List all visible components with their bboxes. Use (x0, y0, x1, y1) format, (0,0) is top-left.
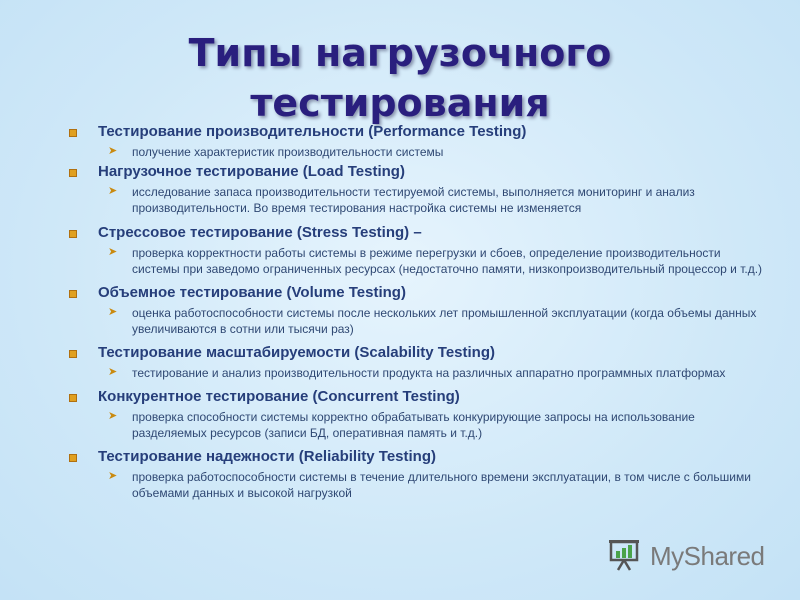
item-title: Стрессовое тестирование (Stress Testing) – (98, 224, 422, 241)
item-description (98, 365, 766, 381)
watermark-text: MyShared (650, 541, 765, 571)
item-title: Тестирование надежности (Reliability Testing) (98, 448, 436, 465)
square-bullet-icon (69, 169, 77, 177)
square-bullet-icon (69, 394, 77, 402)
item-description-text: проверка корректности работы системы в режиме перегрузки и сбоев, определение производительности системы при заведомо ограниченных ресурсах (недостаточно памяти, низкопроизводительный процессор и т.д.) (132, 246, 763, 276)
list-item (66, 224, 766, 277)
square-bullet-icon (69, 230, 77, 238)
item-description (98, 305, 766, 337)
item-description-text: проверка способности системы корректно обрабатывать конкурирующие запросы на использование разделяемых ресурсов (записи БД, оперативная память и т.д.) (132, 410, 695, 440)
arrow-bullet-icon: ➤ (108, 366, 118, 378)
arrow-bullet-icon: ➤ (108, 410, 118, 422)
myshared-logo (608, 537, 768, 573)
list-item (66, 163, 766, 216)
arrow-bullet-icon: ➤ (108, 306, 118, 318)
item-description (98, 184, 766, 216)
item-title: Тестирование масштабируемости (Scalability Testing) (98, 344, 495, 361)
list-item (66, 123, 766, 160)
list-item (66, 448, 766, 501)
slide-title-line-2: тестирования (250, 81, 550, 125)
presentation-board-icon (608, 537, 644, 573)
item-title: Нагрузочное тестирование (Load Testing) (98, 163, 405, 180)
item-description (98, 469, 766, 501)
item-description (98, 245, 766, 277)
arrow-bullet-icon: ➤ (108, 246, 118, 258)
list-item (66, 388, 766, 441)
square-bullet-icon (69, 350, 77, 358)
slide-title-line-1: Типы нагрузочного (188, 31, 612, 75)
item-description-text: тестирование и анализ производительности продукта на различных аппаратно программных платформах (132, 366, 726, 380)
item-description-text: оценка работоспособности системы после нескольких лет промышленной эксплуатации (когда объемы данных увеличиваются в сотни или тысячи раз) (132, 306, 757, 336)
list-item (66, 284, 766, 337)
item-title: Тестирование производительности (Performance Testing) (98, 123, 527, 140)
item-description-text: исследование запаса производительности тестируемой системы, выполняется мониторинг и анализ производительности. Во время тестирования настройка системы не изменяется (132, 185, 695, 215)
arrow-bullet-icon: ➤ (108, 185, 118, 197)
square-bullet-icon (69, 454, 77, 462)
square-bullet-icon (69, 129, 77, 137)
list-item (66, 344, 766, 381)
item-description (98, 144, 766, 160)
square-bullet-icon (69, 290, 77, 298)
arrow-bullet-icon: ➤ (108, 145, 118, 157)
item-description-text: получение характеристик производительности системы (132, 145, 444, 159)
testing-types-list (66, 123, 766, 501)
arrow-bullet-icon: ➤ (108, 470, 118, 482)
item-title: Конкурентное тестирование (Concurrent Testing) (98, 388, 460, 405)
item-title: Объемное тестирование (Volume Testing) (98, 284, 406, 301)
item-description (98, 409, 766, 441)
item-description-text: проверка работоспособности системы в течение длительного времени эксплуатации, в том числе с большими объемами данных и высокой нагрузкой (132, 470, 751, 500)
